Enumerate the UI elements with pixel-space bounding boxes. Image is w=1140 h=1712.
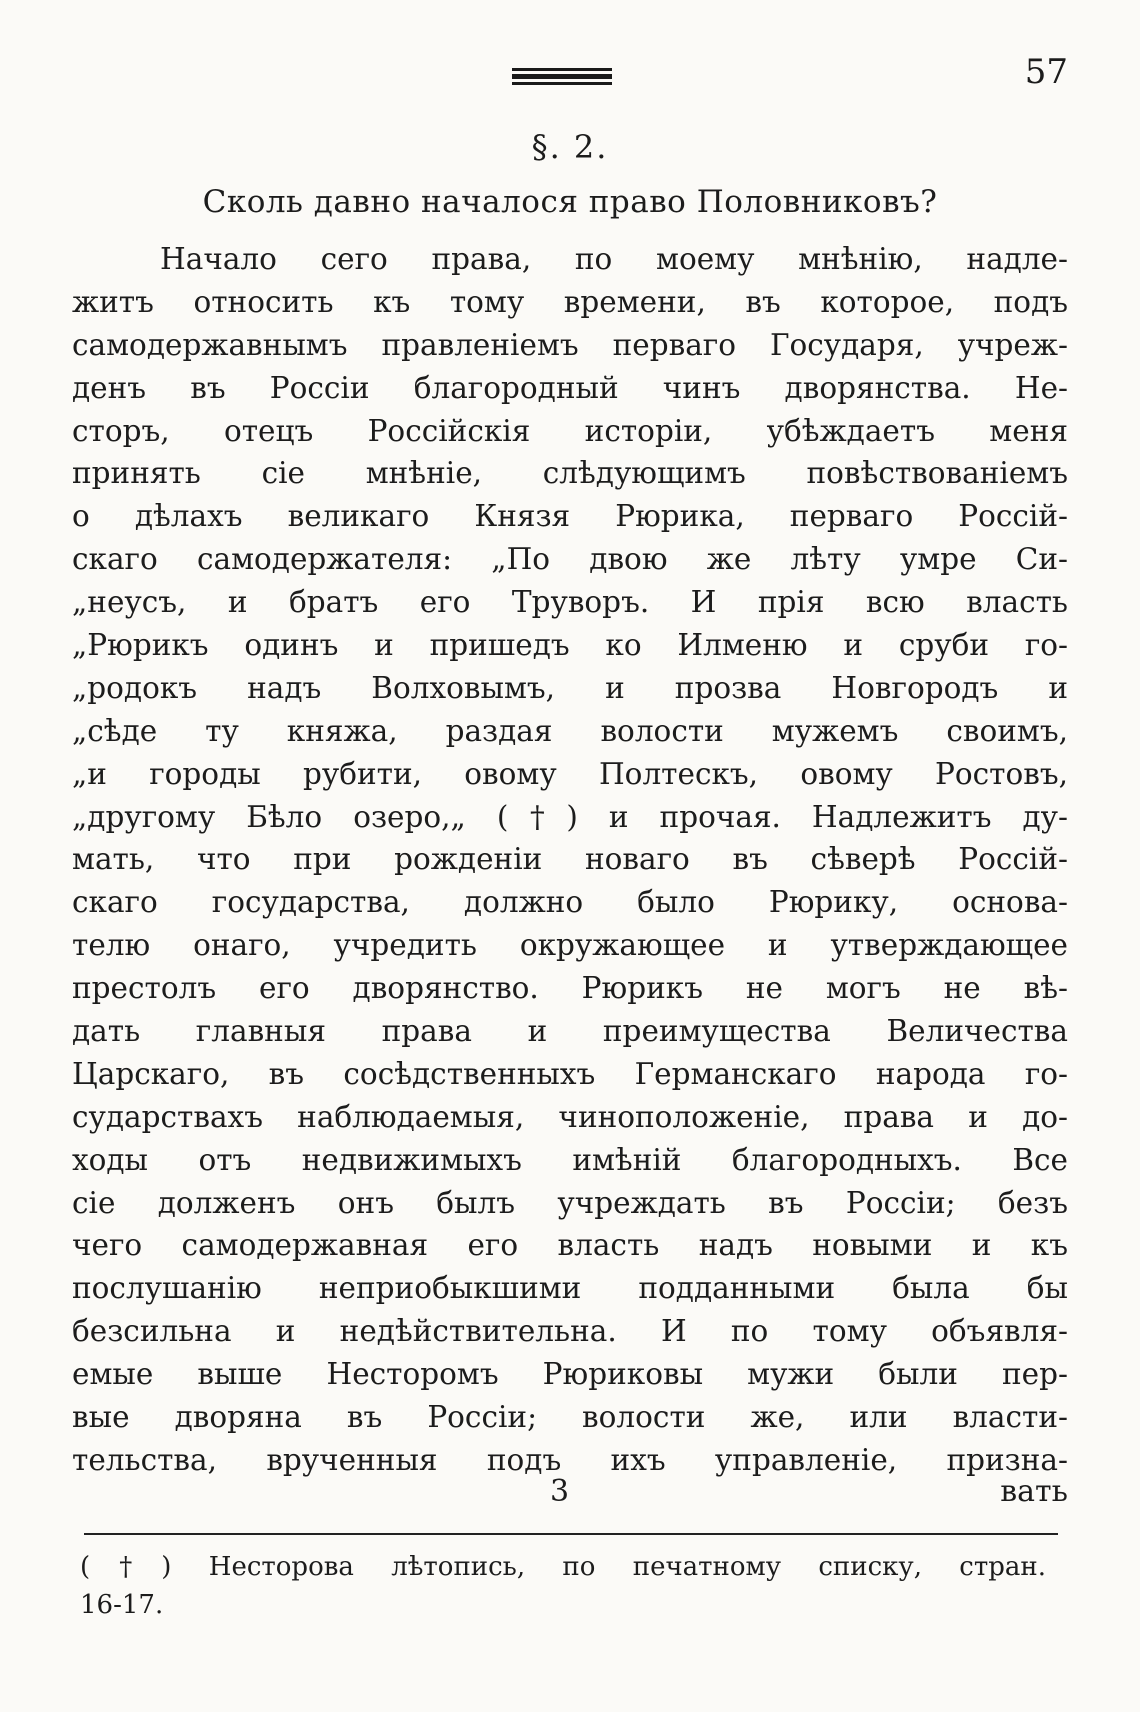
- body-line: чего самодержавная его власть надъ новыми и къ: [72, 1228, 1068, 1263]
- body-line: Царскаго, въ сосѣдственныхъ Германскаго народа го-: [72, 1056, 1068, 1091]
- body-line: тельства, врученныя подъ ихъ управленіе, призна-: [72, 1442, 1068, 1477]
- body-line: телю онаго, учредить окружающее и утверждающее: [72, 928, 1068, 963]
- body-line: житъ относить къ тому времени, въ которое, подъ: [72, 284, 1068, 319]
- footnote-line: 16-17.: [80, 1590, 164, 1620]
- body-line: мать, что при рожденіи новаго въ сѣверѣ Россій-: [72, 842, 1068, 877]
- body-line: сторъ, отецъ Россійскія исторіи, убѣждаетъ меня: [72, 413, 1068, 448]
- body-line: Начало сего права, по моему мнѣнію, надле-: [160, 242, 1068, 276]
- body-line: „неусъ, и братъ его Труворъ. И прія всю власть: [72, 585, 1068, 620]
- body-line: безсильна и недѣйствительна. И по тому объявля-: [72, 1314, 1068, 1349]
- body-line: скаго самодержателя: „По двою же лѣту умре Си-: [72, 542, 1068, 577]
- footnote: [80, 1548, 1046, 1624]
- body-line: „родокъ надъ Волховымъ, и прозва Новгородъ и: [72, 670, 1068, 705]
- body-line: денъ въ Россіи благородный чинъ дворянства. Не-: [72, 370, 1068, 405]
- section-title: Сколь давно началося право Половниковъ?: [202, 184, 938, 220]
- body-line: самодержавнымъ правленіемъ перваго Государя, учреж-: [72, 327, 1068, 362]
- footnote-divider: [84, 1533, 1058, 1535]
- body-line: ходы отъ недвижимыхъ имѣній благородныхъ. Все: [72, 1142, 1068, 1177]
- body-line: скаго государства, должно было Рюрику, основа-: [72, 885, 1068, 920]
- body-line: дать главныя права и преимущества Величества: [72, 1014, 1068, 1049]
- body-line: послушанію неприобыкшими подданными была бы: [72, 1271, 1068, 1306]
- body-line: сіе долженъ онъ былъ учреждать въ Россіи; безъ: [72, 1185, 1068, 1220]
- body-line: о дѣлахъ великаго Князя Рюрика, перваго Россій-: [72, 499, 1068, 534]
- body-line: вые дворяна въ Россіи; волости же, или власти-: [72, 1400, 1068, 1435]
- signature-mark: 3: [550, 1474, 570, 1509]
- body-line: „сѣде ту княжа, раздая волости мужемъ своимъ,: [72, 713, 1068, 748]
- body-line: принять сіе мнѣніе, слѣдующимъ повѣствованіемъ: [72, 456, 1068, 491]
- signature-line: [72, 1474, 1068, 1518]
- catchword: вать: [1000, 1474, 1068, 1509]
- header-ornament-rule: [512, 68, 612, 85]
- body-line: „другому Бѣло озеро,„ (†) и прочая. Надлежитъ ду-: [72, 799, 1068, 834]
- body-line: сударствахъ наблюдаемыя, чиноположеніе, права и до-: [72, 1099, 1068, 1134]
- section-mark: §. 2.: [531, 128, 609, 166]
- body-line: емые выше Несторомъ Рюриковы мужи были пер-: [72, 1357, 1068, 1392]
- body-line: „Рюрикъ одинъ и пришедъ ко Илменю и сруби го-: [72, 628, 1068, 663]
- footnote-line: (†) Несторова лѣтопись, по печатному списку, стран.: [80, 1552, 1046, 1582]
- body-text: [72, 238, 1068, 1482]
- page-number: 57: [1024, 52, 1068, 92]
- body-line: „и городы рубити, овому Полтескъ, овому Ростовъ,: [72, 756, 1068, 791]
- body-line: престолъ его дворянство. Рюрикъ не могъ не вѣ-: [72, 971, 1068, 1006]
